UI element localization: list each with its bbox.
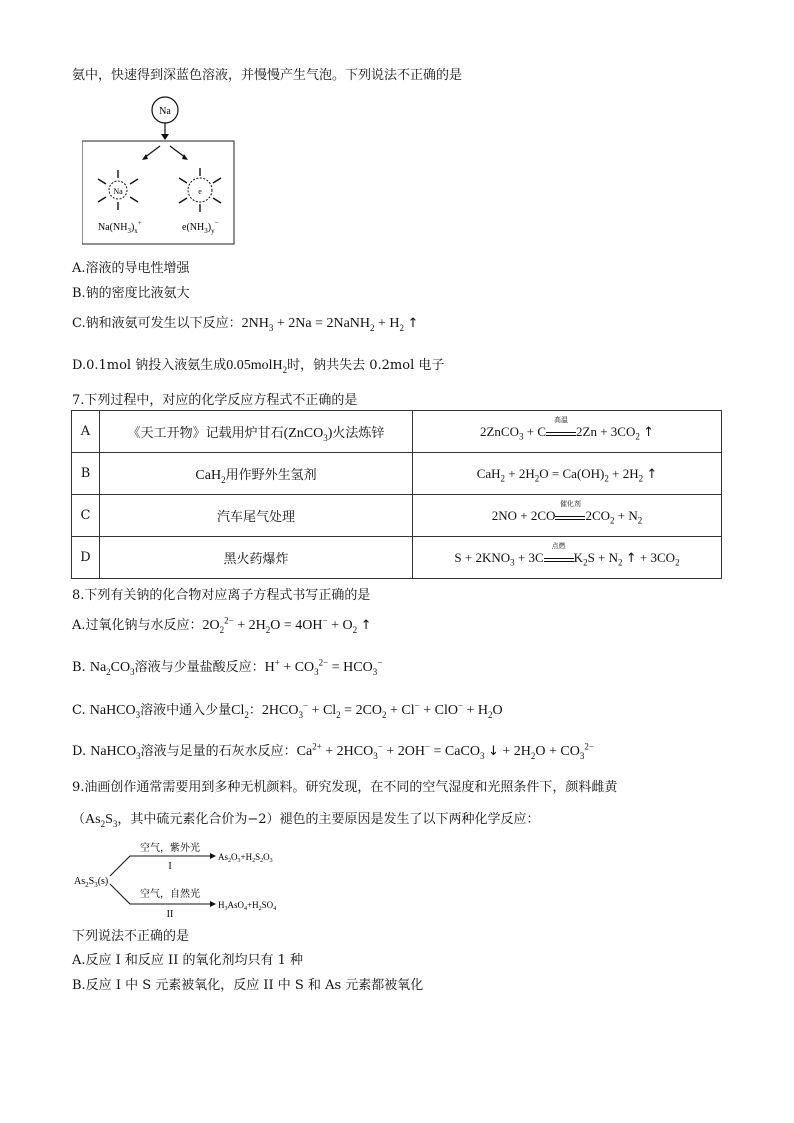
row-key: B xyxy=(72,453,100,495)
upper-products: $As_2O_3+H_2S_2O_3$ xyxy=(218,852,273,864)
row-equation: 2ZnCO$_3$ + C 高温 $2Zn + 3CO_2$ ↑ xyxy=(413,411,722,453)
q6-option-a: A.溶液的导电性增强 xyxy=(72,261,190,276)
lower-products: $H_3AsO_4+H_2SO_4$ xyxy=(218,900,277,912)
q7-options-table xyxy=(71,410,722,579)
row-description: 汽车尾气处理 xyxy=(100,495,413,537)
q9-option-b: B.反应 I 中 S 元素被氧化，反应 II 中 S 和 As 元素都被氧化 xyxy=(72,978,424,993)
row-equation: $S + 2KNO_3 + 3C$ 点燃 $K_2S + N_2$ ↑ + $3CO_2$ xyxy=(413,537,722,579)
lower-reaction-number: II xyxy=(166,909,174,918)
q6-intro: 氨中，快速得到深蓝色溶液，并慢慢产生气泡。下列说法不正确的是 xyxy=(72,68,463,83)
table-row xyxy=(72,495,722,537)
reactant-label: $As_2S_3(s)$ xyxy=(74,876,109,889)
na-ion-label: Na xyxy=(113,187,123,196)
na-atom-label: Na xyxy=(159,106,171,117)
q8-stem: 8.下列有关钠的化合物对应离子方程式书写正确的是 xyxy=(72,588,371,603)
table-row xyxy=(72,537,722,579)
q6-option-d: D.0.1mol 钠投入液氨生成0.05molH$_2$时，钠共失去 0.2mol 电子 xyxy=(72,358,445,375)
e-nh3-caption: $e(NH_3)_y^-$ xyxy=(182,219,219,235)
row-equation: $CaH_2 + 2H_2O = Ca(OH)_2 + 2H_2$ ↑ xyxy=(413,453,722,495)
q8-option-b: B. $Na_2CO_3$溶液与少量盐酸反应：$H^+ + CO_3^{2-} = HCO_3^-$ xyxy=(72,657,383,677)
electron-label: e xyxy=(198,187,202,196)
q8-option-d: D. NaHCO$_3$溶液与足量的石灰水反应：$Ca^{2+} + 2HCO_3^- + 2OH^-$ = CaCO$_3$ ↓ + $2H_2O + CO_3^{2-}$ xyxy=(72,741,594,761)
q9-stem-line2: （$As_2S_3$，其中硫元素化合价为−2）褪色的主要原因是发生了以下两种化学反应： xyxy=(72,812,540,829)
q7-stem: 7.下列过程中，对应的化学反应方程式不正确的是 xyxy=(72,393,358,408)
upper-reaction-number: I xyxy=(168,861,172,872)
q8-option-a: A.过氧化钠与水反应：$2O_2^{2-} + 2H_2O = 4OH^- + O_2$ ↑ xyxy=(72,615,372,635)
row-description: 黑火药爆炸 xyxy=(100,537,413,579)
lower-condition: 空气，自然光 xyxy=(140,889,200,900)
row-description: CaH$_2$用作野外生氢剂 xyxy=(100,453,413,495)
row-key: A xyxy=(72,411,100,453)
table-row xyxy=(72,411,722,453)
q6-option-c: C.钠和液氨可发生以下反应：$2NH_3 + 2Na$ = 2NaNH$_2$ + $H_2$ ↑ xyxy=(72,316,419,333)
q9-option-a: A.反应 I 和反应 II 的氧化剂均只有 1 种 xyxy=(72,953,303,968)
row-description: 《天工开物》记载用炉甘石(ZnCO$_3$)火法炼锌 xyxy=(100,411,413,453)
solvation-diagram xyxy=(82,94,242,246)
q9-stem: 9.油画创作通常需要用到多种无机颜料。研究发现，在不同的空气湿度和光照条件下，颜料雌黄 xyxy=(72,780,618,795)
row-key: D xyxy=(72,537,100,579)
upper-condition: 空气，紫外光 xyxy=(140,843,200,854)
row-equation: 2NO + 2CO 催化剂 $2CO_2 + N_2$ xyxy=(413,495,722,537)
table-row xyxy=(72,453,722,495)
q9-ask: 下列说法不正确的是 xyxy=(72,929,190,944)
row-key: C xyxy=(72,495,100,537)
q8-option-c: C. NaHCO$_3$溶液中通入少量$Cl_2$：$2HCO_3^- + Cl_2 = 2CO_2 + Cl^- + ClO^- + H_2O$ xyxy=(72,700,503,720)
reaction-branch-diagram xyxy=(72,836,302,918)
q6-option-b: B.钠的密度比液氨大 xyxy=(72,286,190,301)
na-nh3-caption: $Na(NH_3)_x^+$ xyxy=(98,219,142,235)
